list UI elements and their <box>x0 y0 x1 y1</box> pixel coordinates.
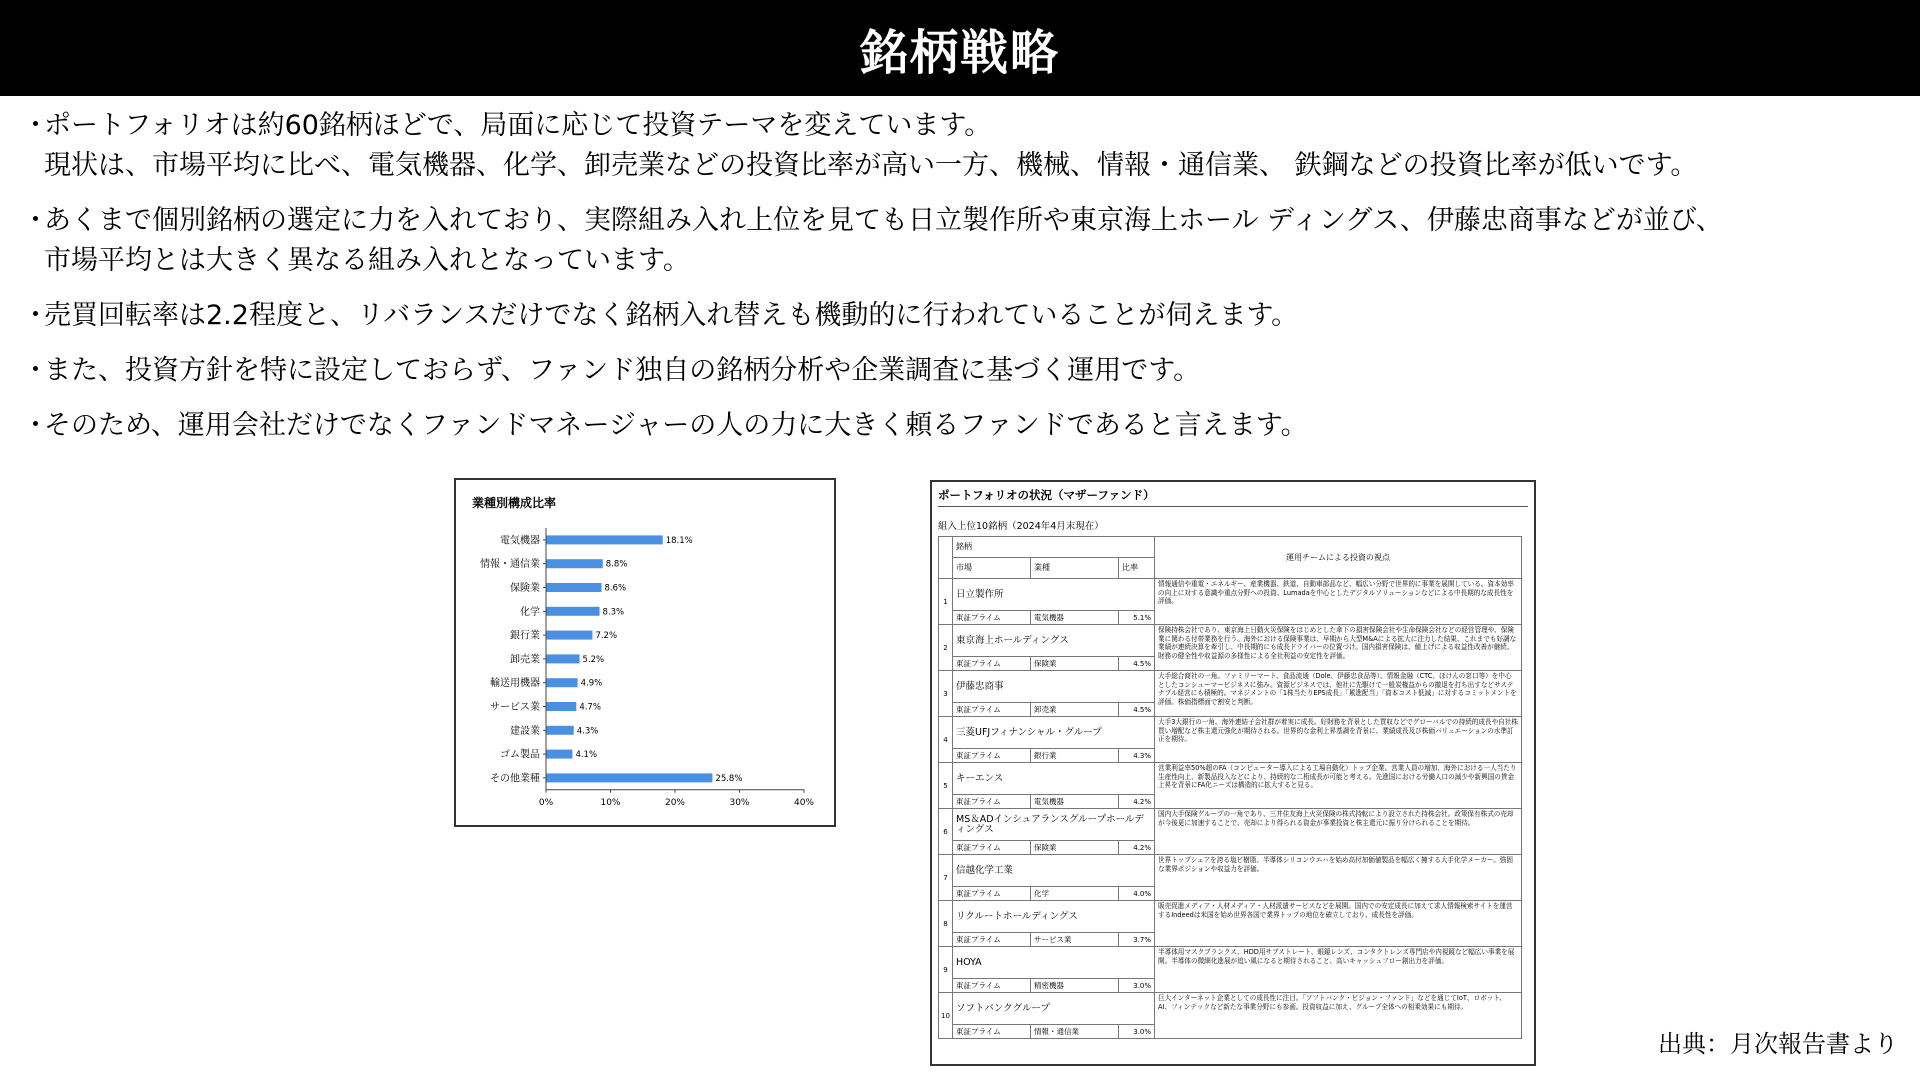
data-label: 8.3% <box>602 607 625 618</box>
bullet-item <box>22 351 1902 391</box>
category-label: 銀行業 <box>510 630 540 642</box>
table-row <box>939 717 1522 749</box>
view-cell: 営業利益率50%超のFA（コンピューター導入による工場自動化）トップ企業。営業人員の増加、海外における一人当たり生産性向上、新製品投入などにより、持続的な二桁成長が可能と考える。先進国における労働人口の減少や新興国の賃金上昇を背景にFA化ニーズは構造的に拡大すると見る。 <box>1155 763 1522 809</box>
header-ratio: 比率 <box>1119 558 1155 579</box>
data-label: 4.1% <box>575 750 598 761</box>
rank-cell: 3 <box>939 671 953 717</box>
header-view: 運用チームによる投資の視点 <box>1155 537 1522 579</box>
rank-cell: 8 <box>939 901 953 947</box>
ratio-cell: 4.5% <box>1119 703 1155 717</box>
view-cell: 世界トップシェアを誇る塩ビ樹脂、半導体シリコンウエハを始め高付加価値製品を幅広く擁する大手化学メーカー。強固な業界ポジションや収益力を評価。 <box>1155 855 1522 901</box>
market-cell: 東証プライム <box>953 703 1031 717</box>
table-header-row <box>939 537 1522 558</box>
category-label: サービス業 <box>490 702 540 713</box>
ratio-cell: 4.0% <box>1119 887 1155 901</box>
category-label: 卸売業 <box>510 654 540 666</box>
stock-name: ソフトバンクグループ <box>953 993 1155 1025</box>
bullet-item <box>22 106 1902 186</box>
ratio-cell: 4.3% <box>1119 749 1155 763</box>
bar <box>546 726 574 735</box>
category-label: 情報・通信業 <box>480 559 540 571</box>
market-cell: 東証プライム <box>953 979 1031 993</box>
bullet-text: 現状は、市場平均に比べ、電気機器、化学、卸売業などの投資比率が高い一方、機械、情報・通信業、 鉄鋼などの投資比率が低いです。 <box>44 150 1698 181</box>
x-tick-label: 40% <box>793 797 815 808</box>
industry-cell: 卸売業 <box>1031 703 1119 717</box>
stock-name: MS＆ADインシュアランスグループホールディングス <box>953 809 1155 841</box>
header-cell <box>939 537 953 579</box>
portfolio-title: ポートフォリオの状況（マザーファンド） <box>938 488 1155 502</box>
view-cell: 国内大手保険グループの一角であり、三井住友海上火災保険の株式持転により設立された持株会社。政策保有株式の売却が今後更に加速することで、売却により得られる資金が事業投資と株主還元に振り分けられることを期待。 <box>1155 809 1522 855</box>
ratio-cell: 3.0% <box>1119 979 1155 993</box>
category-label: ゴム製品 <box>500 749 540 761</box>
category-label: 輸送用機器 <box>490 678 540 690</box>
view-cell: 大手3大銀行の一角。海外連結子会社群が着実に成長。好財務を背景とした買収などでグローバルでの持続的成長や自社株買い増配など株主還元強化が期待される。世界的な金利上昇基調を背景に、業績成長及び株価バリュエーションの水準訂正を期待。 <box>1155 717 1522 763</box>
ratio-cell: 4.2% <box>1119 841 1155 855</box>
header-stock: 銘柄 <box>953 537 1155 558</box>
industry-cell: 銀行業 <box>1031 749 1119 763</box>
bullet-mark: ・ <box>22 300 49 331</box>
stock-name: キーエンス <box>953 763 1155 795</box>
portfolio-card <box>930 480 1536 1066</box>
industry-cell: 電気機器 <box>1031 611 1119 625</box>
bullet-item <box>22 201 1902 281</box>
view-cell: 半導体用マスクブランクス、HDD用サブストレート、眼鏡レンズ、コンタクトレンズ専門店や内視鏡など幅広い事業を展開。半導体の微細化進展が追い風になると期待されること、高いキャッシュフロー創出力を評価。 <box>1155 947 1522 993</box>
bullet-text: そのため、運用会社だけでなくファンドマネージャーの人の力に大きく頼るファンドであると言えます。 <box>44 410 1308 441</box>
chart-title: 業種別構成比率 <box>472 496 557 510</box>
top10-table <box>938 536 1522 1039</box>
rank-cell: 4 <box>939 717 953 763</box>
view-cell: 情報通信や重電・エネルギー、産業機器、鉄道、自動車部品など、幅広い分野で世界的に事業を展開している。資本効率の向上に対する意識や重点分野への投資、Lumadaを中心としたデジタルソリューションなどによる中長期的な成長性を評価。 <box>1155 579 1522 625</box>
view-cell: 巨大インターネット企業としての成長性に注目。「ソフトバンク・ビジョン・ファンド」などを通じてIoT、ロボット、AI、フィンテックなど新たな事業分野にも参画。投資収益に加え、グループ全体への相乗効果にも期待。 <box>1155 993 1522 1039</box>
view-cell: 保険持株会社であり、東京海上日動火災保険をはじめとした傘下の損害保険会社や生命保険会社などの経営管理や、保険業に関わる付帯業務を行う。海外における保険事業は、早期から大型M&Aによる拡大に注力した結果、これまでも好調な業績が連続決算を牽引し、中長期的にも成長ドライバーの位置づけ。国内損害保険は、値上げによる収益性改善が継続、財務の健全性や収益源の多様性による全社利益の安定性を評価。 <box>1155 625 1522 671</box>
bar <box>546 559 603 568</box>
market-cell: 東証プライム <box>953 795 1031 809</box>
table-row <box>939 671 1522 703</box>
bullet-item <box>22 406 1902 446</box>
industry-bar-chart <box>456 480 834 825</box>
bar <box>546 654 580 663</box>
table-row <box>939 993 1522 1025</box>
page-title: 銘柄戦略 <box>859 24 1060 81</box>
stock-name: 日立製作所 <box>953 579 1155 611</box>
table-row <box>939 579 1522 611</box>
market-cell: 東証プライム <box>953 841 1031 855</box>
rank-cell: 10 <box>939 993 953 1039</box>
header-industry: 業種 <box>1031 558 1119 579</box>
bullet-mark: ・ <box>22 205 49 236</box>
category-label: 建設業 <box>510 725 540 737</box>
category-label: その他業種 <box>490 773 540 785</box>
industry-cell: 保険業 <box>1031 657 1119 671</box>
market-cell: 東証プライム <box>953 887 1031 901</box>
bullet-mark: ・ <box>22 355 49 386</box>
data-label: 5.2% <box>582 654 605 665</box>
rank-cell: 6 <box>939 809 953 855</box>
data-label: 8.8% <box>605 559 628 570</box>
stock-name: リクルートホールディングス <box>953 901 1155 933</box>
bullet-text: ポートフォリオは約60銘柄ほどで、局面に応じて投資テーマを変えています。 <box>44 110 992 141</box>
view-cell: 大手総合商社の一角。ファミリーマート、食品流通（Dole、伊藤忠食品等）、情報金融（CTC、ほけんの窓口等）を中心としたコンシューマービジネスに強み。資源ビジネスでは、他社に先駆けて一般炭権益からの撤退を打ち出すなどサステナブル経営にも積極的。マネジメントの「1株当たりEPS成長」「累進配当」「資本コスト低減」に対するコミットメントを評価。株価指標面で割安と判断。 <box>1155 671 1522 717</box>
table-row <box>939 763 1522 795</box>
bar <box>546 535 663 544</box>
title-bar <box>0 0 1920 96</box>
category-label: 電気機器 <box>500 535 540 547</box>
market-cell: 東証プライム <box>953 611 1031 625</box>
industry-cell: 化学 <box>1031 887 1119 901</box>
stock-name: 信越化学工業 <box>953 855 1155 887</box>
ratio-cell: 4.5% <box>1119 657 1155 671</box>
bar <box>546 631 592 640</box>
stock-name: 三菱UFJフィナンシャル・グループ <box>953 717 1155 749</box>
view-cell: 販売促進メディア・人材メディア・人材派遣サービスなどを展開。国内での安定成長に加えて求人情報検索サイトを運営するIndeedは米国を始め世界各国で業界トップの地位を確立しており、成長性を評価。 <box>1155 901 1522 947</box>
industry-cell: 保険業 <box>1031 841 1119 855</box>
table-row <box>939 947 1522 979</box>
x-tick-label: 0% <box>538 797 554 808</box>
bullet-text: あくまで個別銘柄の選定に力を入れており、実際組み入れ上位を見ても日立製作所や東京海上ホール ディングス、伊藤忠商事などが並び、 <box>44 205 1723 236</box>
stock-name: HOYA <box>953 947 1155 979</box>
bullet-mark: ・ <box>22 410 49 441</box>
bar <box>546 678 578 687</box>
rank-cell: 2 <box>939 625 953 671</box>
header-market: 市場 <box>953 558 1031 579</box>
x-tick-label: 20% <box>664 797 686 808</box>
rank-cell: 5 <box>939 763 953 809</box>
data-label: 4.3% <box>576 726 599 737</box>
bullet-item <box>22 296 1902 336</box>
x-tick-label: 30% <box>729 797 750 808</box>
table-row <box>939 855 1522 887</box>
category-label: 保険業 <box>510 583 540 594</box>
rank-cell: 9 <box>939 947 953 993</box>
bar <box>546 607 600 616</box>
ratio-cell: 3.0% <box>1119 1025 1155 1039</box>
source-note: 出典：月次報告書より <box>1658 1030 1898 1058</box>
market-cell: 東証プライム <box>953 749 1031 763</box>
data-label: 4.7% <box>579 702 601 713</box>
bar <box>546 750 572 759</box>
industry-chart-card <box>454 478 836 827</box>
portfolio-subtitle: 組入上位10銘柄（2024年4月末現在） <box>938 521 1104 532</box>
data-label: 25.8% <box>715 773 743 784</box>
title-divider <box>938 506 1528 507</box>
industry-cell: 情報・通信業 <box>1031 1025 1119 1039</box>
ratio-cell: 4.2% <box>1119 795 1155 809</box>
market-cell: 東証プライム <box>953 933 1031 947</box>
data-label: 8.6% <box>604 583 627 594</box>
table-row <box>939 809 1522 841</box>
table-row <box>939 625 1522 657</box>
ratio-cell: 3.7% <box>1119 933 1155 947</box>
category-label: 化学 <box>520 606 540 618</box>
stock-name: 伊藤忠商事 <box>953 671 1155 703</box>
rank-cell: 7 <box>939 855 953 901</box>
market-cell: 東証プライム <box>953 1025 1031 1039</box>
bullet-list <box>22 106 1902 461</box>
industry-cell: 精密機器 <box>1031 979 1119 993</box>
ratio-cell: 5.1% <box>1119 611 1155 625</box>
bullet-text: また、投資方針を特に設定しておらず、ファンド独自の銘柄分析や企業調査に基づく運用です。 <box>44 355 1201 386</box>
market-cell: 東証プライム <box>953 657 1031 671</box>
table-row <box>939 901 1522 933</box>
data-label: 18.1% <box>665 535 693 546</box>
industry-cell: サービス業 <box>1031 933 1119 947</box>
bar <box>546 583 601 592</box>
stock-name: 東京海上ホールディングス <box>953 625 1155 657</box>
data-label: 7.2% <box>595 631 618 642</box>
data-label: 4.9% <box>580 678 603 689</box>
bullet-text: 市場平均とは大きく異なる組み入れとなっています。 <box>44 245 690 276</box>
x-tick-label: 10% <box>600 797 621 808</box>
bullet-text: 売買回転率は2.2程度と、リバランスだけでなく銘柄入れ替えも機動的に行われていることが伺えます。 <box>44 300 1299 331</box>
industry-cell: 電気機器 <box>1031 795 1119 809</box>
rank-cell: 1 <box>939 579 953 625</box>
bar <box>546 773 712 782</box>
bar <box>546 702 576 711</box>
bullet-mark: ・ <box>22 110 49 141</box>
